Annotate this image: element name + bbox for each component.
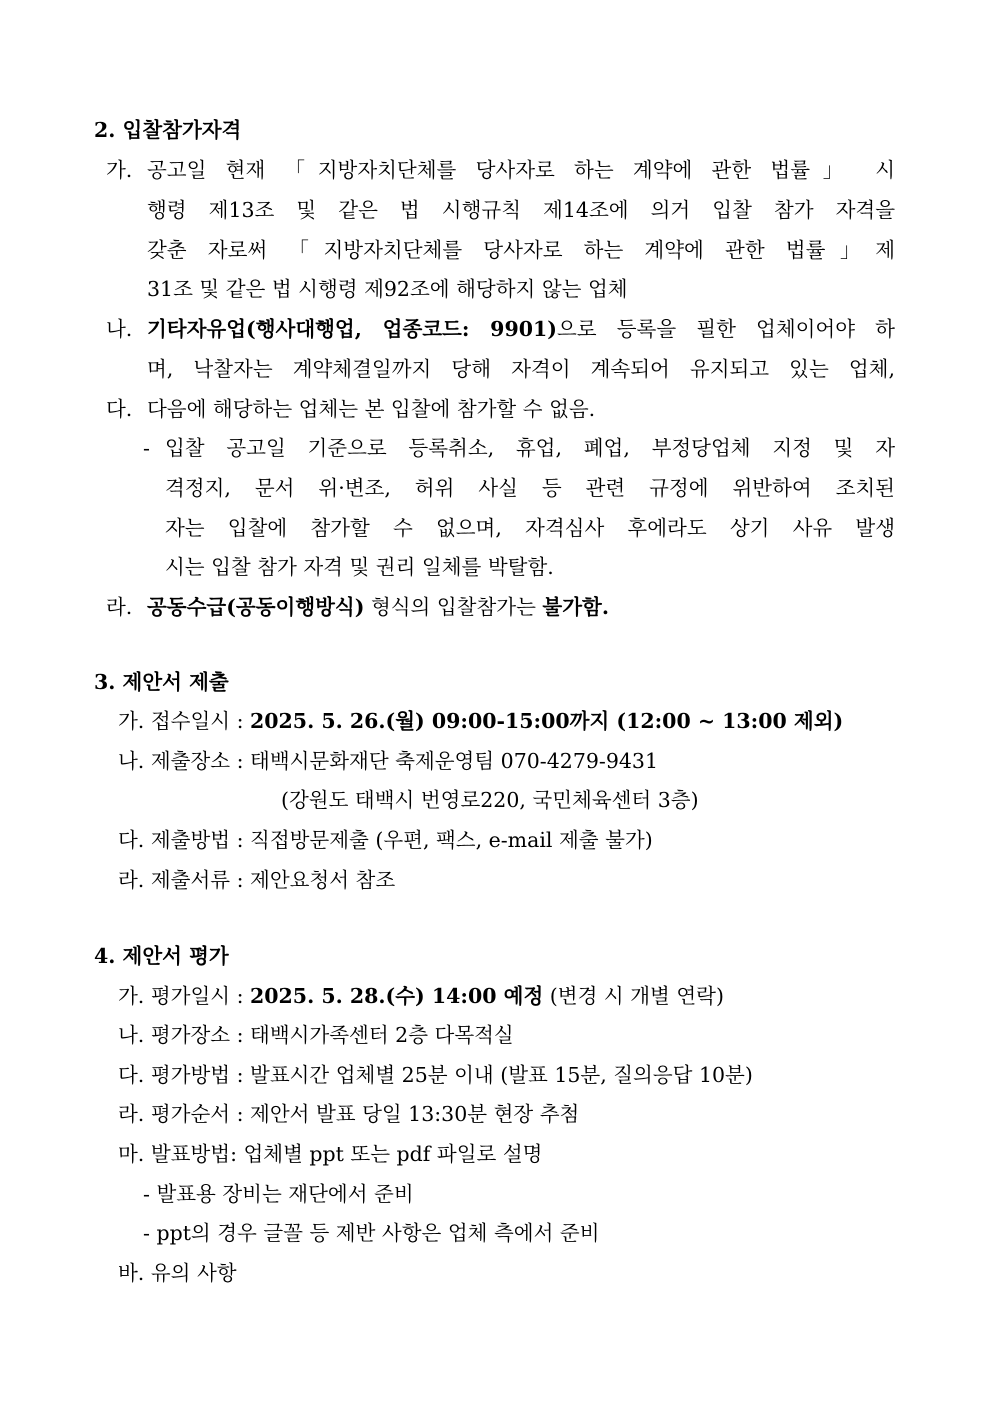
s3-address: (강원도 태백시 번영로220, 국민체육센터 3층) [281,788,699,812]
na-bold-text: 기타자유업(행사대행업, 업종코드: 9901) [147,317,557,341]
s3-ra-value: 제안요청서 참조 [250,868,396,892]
s3-ga-mark: 가. [118,709,145,733]
s4-ba-text: 유의 사항 [150,1261,237,1285]
s4-item-ga [118,982,724,1010]
item-ga-line-4: 31조 및 같은 법 시행령 제92조에 해당하지 않는 업체 [147,277,628,301]
s4-ga-mark: 가. [118,984,145,1008]
item-da-mark: 다. [106,397,133,421]
s4-ga-value: (변경 시 개별 연락) [543,984,724,1008]
s4-item-ra [118,1100,579,1128]
s4-item-na [118,1021,514,1049]
item-ra-text [147,593,609,621]
s3-item-da [118,826,653,854]
s4-ga-value-bold: 2025. 5. 28.(수) 14:00 예정 [250,984,544,1008]
dash-line-1: 입찰 공고일 기준으로 등록취소, 휴업, 폐업, 부정당업체 지정 및 자 [165,436,895,460]
section-3-heading: 3. 제안서 제출 [94,670,229,694]
dash-line-2: 격정지, 문서 위·변조, 허위 사실 등 관련 규정에 위반하여 조치된 [165,476,895,500]
s4-da-value: 발표시간 업체별 25분 이내 (발표 15분, 질의응답 10분) [250,1063,753,1087]
s3-item-ga [118,707,843,735]
ra-bold-2: 불가함. [542,595,609,619]
item-ra-mark: 라. [106,595,133,619]
ra-bold-1: 공동수급(공동이행방식) [147,595,365,619]
section-4-heading: 4. 제안서 평가 [94,944,229,968]
s4-ra-value: 제안서 발표 당일 13:30분 현장 추첨 [250,1102,580,1126]
s3-na-value: 태백시문화재단 축제운영팀 070-4279-9431 [250,749,659,773]
s4-ma-mark: 마. [118,1142,145,1166]
s4-sub-1: - 발표용 장비는 재단에서 준비 [143,1182,414,1206]
s4-ma-value: 업체별 ppt 또는 pdf 파일로 설명 [243,1142,543,1166]
s4-ma-label: 발표방법: [150,1142,244,1166]
s3-da-value: 직접방문제출 (우편, 팩스, e-mail 제출 불가) [250,828,653,852]
s3-item-na [118,747,658,775]
s3-da-mark: 다. [118,828,145,852]
s4-da-mark: 다. [118,1063,145,1087]
item-na-line-1 [147,315,895,343]
item-da-text: 다음에 해당하는 업체는 본 입찰에 참가할 수 없음. [147,397,596,421]
s3-na-label: 제출장소 : [150,749,251,773]
item-ga-mark: 가. [106,158,133,182]
item-ga-line-3: 갖춘 자로써 「지방자치단체를 당사자로 하는 계약에 관한 법률」제 [147,238,895,262]
s3-ga-value: 2025. 5. 26.(월) 09:00-15:00까지 (12:00 ~ 13:00 제외) [250,709,844,733]
item-ga-line-2: 행령 제13조 및 같은 법 시행규칙 제14조에 의거 입찰 참가 자격을 [147,198,895,222]
s4-na-label: 평가장소 : [150,1023,251,1047]
s3-item-ra [118,866,395,894]
s4-na-value: 태백시가족센터 2층 다목적실 [250,1023,514,1047]
dash-mark: - [143,436,150,460]
item-na-mark: 나. [106,317,133,341]
s4-ra-label: 평가순서 : [150,1102,251,1126]
item-ga-line-1: 공고일 현재 「지방자치단체를 당사자로 하는 계약에 관한 법률」 시 [147,158,895,182]
s3-ra-mark: 라. [118,868,145,892]
s4-da-label: 평가방법 : [150,1063,251,1087]
item-na-line-2: 며, 낙찰자는 계약체결일까지 당해 자격이 계속되어 유지되고 있는 업체, [147,357,895,381]
s4-sub-2: - ppt의 경우 글꼴 등 제반 사항은 업체 측에서 준비 [143,1221,600,1245]
s3-ga-label: 접수일시 : [150,709,251,733]
s4-ra-mark: 라. [118,1102,145,1126]
s3-da-label: 제출방법 : [150,828,251,852]
s3-ra-label: 제출서류 : [150,868,251,892]
dash-line-4: 시는 입찰 참가 자격 및 권리 일체를 박탈함. [165,555,554,579]
s4-item-ma [118,1140,542,1168]
section-2-heading: 2. 입찰참가자격 [94,118,242,142]
s4-item-da [118,1061,753,1089]
s4-ga-label: 평가일시 : [150,984,251,1008]
s4-item-ba [118,1259,237,1287]
s4-na-mark: 나. [118,1023,145,1047]
na-rest-text: 으로 등록을 필한 업체이어야 하 [556,317,895,341]
dash-line-3: 자는 입찰에 참가할 수 없으며, 자격심사 후에라도 상기 사유 발생 [165,516,895,540]
ra-mid: 형식의 입찰참가는 [364,595,543,619]
s3-na-mark: 나. [118,749,145,773]
s4-ba-mark: 바. [118,1261,145,1285]
